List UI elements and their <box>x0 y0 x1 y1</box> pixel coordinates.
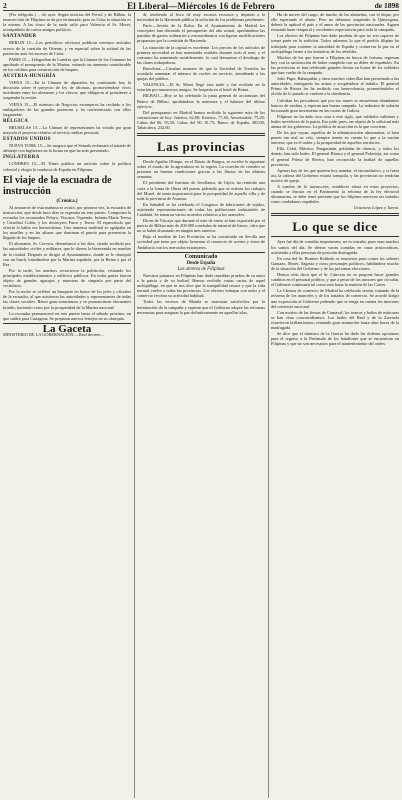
article-text: Con motivo de las fiestas de Carnaval, los teatros y bailes de máscaras se han visto concurridísimos. Los bailes del Real y de la Zarzuela estuvieron brillantísimos, reinando gran animación hasta altas horas de la madrugada. <box>271 309 399 330</box>
section-subtitle: Desde España <box>186 260 216 266</box>
article-text: VIENA 15.—El ministro de Negocios extranjeros ha recibido a los embajadores de las grandes potencias y ha conferenciado con ellos largamente. <box>3 101 131 117</box>
section-heading: AUSTRIA-HUNGRÍA <box>3 74 56 80</box>
article-text: Se dice que el ministro de la Guerra ha dado las órdenes oportunas para el regreso a la Península de los batallones que se encuentran en Filipinas y que no son necesarios para el mantenimiento del orden. <box>271 331 399 347</box>
article-text: Nuestros paisanos en Filipinas han dado repetidas pruebas de su amor a la patria y de su lealtad. Hemos recibido varias cartas de aquel archipiélago, en que se nos dice que la tranquilidad renace y que la vida normal vuelve a todas las provincias. Los obreros trabajan con ardor y el comercio recobra su actividad habitual. <box>137 272 265 299</box>
article-text: París.—Sesión de la Bolsa. En el Ayuntamiento de Madrid los concejales han discutido el presupuesto del año actual, aprobándose las partidas de gastos ordinarios y extraordinarios con ligeras modificaciones propuestas por la comisión de Hacienda. <box>137 23 265 44</box>
article-text: Por la noche se celebró un banquete en honor de los jefes y oficiales de la escuadra, al que asistieron las autoridades y representantes de todas las clases sociales. Reinó gran entusiasmo y se pronunciaron elocuentes brindis, haciendo votos por la prosperidad de la Marina nacional. <box>3 289 131 310</box>
article-text: Barcelona.—Circulan rumores de que la Sociedad de Tranvías ha acordado aumentar el número de coches en servicio, atendiendo a las quejas del público. <box>137 65 265 82</box>
article-text: Ayer fué día de comidas importantes; no es extraño, pues eran muchos los santos del día. Se dieron varias comidas en casas aristocráticas, asistiendo a ellas personas de posición distinguida. <box>271 239 399 255</box>
article-text: Calculan los pescadores que por sus mares se encuentran abundantes bancos de sardina, y esperan una buena campaña. La industria de salazón ha tomado gran incremento en las costas de Galicia. <box>271 97 399 113</box>
article-text: A cambio de la instrucción, establecer ahora en estos proyectos, cuando se discuta en el Parlamento la reforma de la ley electoral ultramarina, se debe tener presente que los filipinos merecen ser tratados como ciudadanos españoles. <box>271 184 399 205</box>
section-headline: Lo que se dice <box>292 219 378 235</box>
article-text: Muchos de los que fueron a Filipinas en busca de fortuna, regresan hoy con la satisfacción de haber cumplido con su deber de españoles. En las provincias se han celebrado grandes fiestas en honor de los soldados que han vuelto de la campaña. <box>271 54 399 76</box>
divider <box>271 236 399 237</box>
article-text: La Cámara de comercio de Madrid ha celebrado sesión, tratando de la reforma de los aranceles y de los tratados de comercio. Se acordó dirigir una exposición al Gobierno pidiendo que se tenga en cuenta los intereses del comercio nacional. <box>271 288 399 309</box>
article-text: di, tendiendo al fisco de muy escasos recursos y dejando a la necesidad de la Hacienda pública la solución de los problemas pendientes. <box>137 12 265 23</box>
page-number: 2 <box>3 1 7 10</box>
article-text: En Sabadell se ha celebrado el Congreso de fabricantes de tejidos, asistiendo representaciones de todas las poblaciones industriales de Cataluña. Se tomaron varios acuerdos relativos a los aranceles. <box>137 201 265 217</box>
article-text: Dicen de Vizcaya que durante el mes de enero se han exportado por el puerto de Bilbao más de 400.000 toneladas de mineral de hierro, cifra que no se había alcanzado en ningún mes anterior. <box>137 218 265 234</box>
article-text: Ha de mover del cargo, de mucho de las alamedas, con el dique, por ello esperando el abono. Pero no debemos suspender la Quincigona, deberá la aptitud el país y el amor de las provincias nacionales. Siguen reinando buen temporal y excelentes expectativas para toda la campaña. <box>271 12 399 33</box>
article-text: Todos los vecinos de Manila se muestran satisfechos por la terminación de la campaña y esperan que el Gobierno adopte las reformas necesarias para asegurar la paz definitivamente en aquellas islas. <box>137 299 265 315</box>
article-text: (Por telégrafo.) ... de ayer. Según noticias del Ferrol y de Bilbao, la insurrección de Filipinas se da por terminada; pero en Cuba la situación es la misma. A las cinco de la tarde salió para Valencia el Sr. Moret, acompañado de varios amigos políticos. <box>3 12 131 33</box>
article-text: LONDRES 15.—El Times publica un artículo sobre la política colonial y elogia la conducta de España en Filipinas. <box>3 161 131 172</box>
article-text: VALENCIA.—El Sr. Moret llegó esta tarde y fue recibido en la estación por numerosos amigos. Se hospeda en el hotel de Roma. <box>137 82 265 93</box>
article-text: Apenas hay de los que quieren hoy mandar, el encomiástico, y si fuera así, la cabeza del Gobierno estaría tranquila, y las provincias no tendrían motivo de queja. <box>271 167 399 183</box>
columns <box>3 12 399 798</box>
article-text: Por la tarde, los marinos recorrieron la población, visitando los principales establecimientos y edificios públicos. En todas partes fueron objeto de grandes agasajos y muestras de simpatía por parte del vecindario. <box>3 267 131 289</box>
article-subtitle: (Crónica.) <box>56 198 78 204</box>
article-text: Hemos oído decir que el Sr. Cánovas no se propone hacer grandes cambios en el personal político, y que a pesar de los rumores que circulan, el Gabinete continuará tal como está hasta la reunión de las Cortes. <box>271 272 399 288</box>
article-text: BERLIN 15.—Los periódicos oficiosos publican extensos artículos acerca de la cuestión de Oriente, y en especial sobre la actitud de las potencias ante los sucesos de Creta. <box>3 40 131 56</box>
article-text: La escuadra permanecerá en este puerto hasta el sábado próximo, en que saldrá para Cartagena. Se preparan nuevos festejos en su obsequio. <box>3 310 131 321</box>
article-text: Ella, Cebú, Mórrico, Pangasinán, pobladas de obreros, y todos los demás, han sido leales. El general Blanco y el general Polavieja, así como el general Primo de Rivera, han reconocido la lealtad de aquellas provincias. <box>271 146 399 167</box>
divider <box>137 252 265 253</box>
divider <box>137 156 265 157</box>
article-text: De los que vayan, aquellos de la administración ultramarina, si bien ponen tan mal su celo, siempre tienen en cuenta lo que a la nación interesa, que es el orden y la prosperidad de aquellos territorios. <box>271 130 399 146</box>
section-heading: SANTANDER <box>3 34 37 40</box>
newspaper-title: El Liberal—Miércoles 16 de Febrero <box>127 0 275 11</box>
column-2 <box>134 12 265 798</box>
author-signature: Graciano López y Jaena. <box>353 205 399 211</box>
article-text: Julio Pupó, Babaquilán y otros muchos cabecillas han presentado a las autoridades, entregando las armas y acogiéndose al indulto. El general Primo de Rivera les ha recibido con benevolencia, prometiéndoles el olvido de lo pasado si vuelven a la obediencia. <box>271 76 399 97</box>
article-text: NUEVA YORK 15.—Se asegura que el Senado rechazará el tratado de arbitraje con Inglaterra en la forma en que ha sido presentado. <box>3 143 131 154</box>
section-heading: BÉLGICA <box>3 118 29 124</box>
article-text: Filipinas no ha dado otra cosa á este siglo, que soldados valientes y leales servidores de la patria. Eso pide, pues, ser objeto de la solicitud más atenta de los gobiernos. La política de atracción es la que conviene. <box>271 113 399 129</box>
article-text: La situación de la capital es excelente. Los precios de los artículos de primera necesidad se han mantenido estables durante todo el mes, y el consumo ha aumentado notablemente, lo cual demuestra el desahogo de las clases trabajadoras. <box>137 44 265 65</box>
article-text: VIENA 15.—En la Cámara de diputados ha continuado hoy la discusión sobre el proyecto de ley de idiomas, promoviéndose vivos incidentes entre los alemanes y los checos, que obligaron al presidente a suspender la sesión. <box>3 80 131 101</box>
article-text: En casa del Sr. Romero Robledo se reunieron para comer los señores Gamazo, Moret, Sagasta y otros personajes políticos, hablándose mucho de la situación del Gobierno y de las próximas elecciones. <box>271 255 399 271</box>
article-text: BRUSELAS 15.—La Cámara de representantes ha votado por gran mayoría el proyecto relativo al servicio militar personal. <box>3 124 131 135</box>
article-text: Al amanecer de esta mañana se avistó, por primera vez, la escuadra de instrucción, que desde hace días se esperaba en este puerto. Componen la escuadra los acorazados Pelayo, Vizcaya, Oquendo, Infanta María Teresa y Cristóbal Colón, y los destroyers Furor y Terror. El espectáculo que ofrecía la bahía era hermosísimo. Una inmensa multitud se agolpaba en los muelles y en las alturas que dominan el puerto para presenciar la llegada de los buques. <box>3 204 131 241</box>
article-text: Del presupuesto en Madrid hemos recibido la siguiente nota de las cotizaciones de hoy: Interior, 62,80; Exterior, 77,40; Amortizable, 75,20; Cubas del 86, 93,50; Cubas del 90, 81,75; Banco de España, 385,00; Tabacalera, 232,00. <box>137 109 265 130</box>
article-text: Desde Aguilar Olimpo, en el Diario de Burgos, se escribe lo siguiente sobre el estado de la agricultura en la región. La cosecha de cereales se presenta en buenas condiciones gracias a las lluvias de las últimas semanas. <box>137 159 265 180</box>
divider <box>271 213 399 216</box>
masthead <box>3 1 399 11</box>
masthead-year: de 1898 <box>374 1 399 10</box>
section-headline: Comunicado <box>184 253 218 260</box>
article-text: Bajo el nombre de Las Provincias se ha constituido en Sevilla una sociedad que tiene por objeto fomentar el comercio de aceites y vinos de Andalucía con los mercados extranjeros. <box>137 234 265 250</box>
section-headline: Las provincias <box>156 139 246 155</box>
section-headline: La Gaceta <box>42 322 92 335</box>
section-heading: INGLATERRA <box>3 155 40 161</box>
article-text: PARIS 15.—Telegrafían de Londres que la Cámara de los Comunes ha aprobado el presupuesto de la Marina, votando un aumento considerable en los créditos para construcción de buques. <box>3 56 131 72</box>
article-text: BILBAO.—Hoy se ha celebrado la junta general de accionistas del Banco de Bilbao, aprobándose la memoria y el balance del último ejercicio. <box>137 93 265 109</box>
article-text: El almirante, Sr. Cervera, desembarcó a las diez, siendo recibido por las autoridades civiles y militares, que le dieron la bienvenida en nombre de la ciudad. Después se dirigió al Ayuntamiento, donde se le obsequió con un lunch, brindándose por la Marina española, por la Reina y por el Rey. <box>3 241 131 267</box>
column-3 <box>268 12 399 798</box>
section-subtitle: MINISTERIO DE LA GOBERNACIÓN.—Real decreto... <box>3 331 104 337</box>
article-subtitle: Los obreros de Filipinas <box>177 266 225 272</box>
article-text: Los obreros de Filipinas han dado pruebas de que no son capaces de tomar parte en la sedición. Todos sabemos lo que el pueblo filipino ha trabajado para sostener la autoridad de España y conservar la paz en el archipiélago frente a las tentativas de los rebeldes. <box>271 33 399 54</box>
divider <box>137 133 265 136</box>
column-1 <box>3 12 131 798</box>
article-headline: El viaje de la escuadra de instrucción <box>3 174 112 197</box>
section-heading: ESTADOS UNIDOS <box>3 137 51 143</box>
article-text: El presidente del Instituto de Jovellanos, de Gijón, ha remitido una carta a la Junta de Obras del puerto pidiendo que se activen los trabajos del Musel, de tanta importancia para la prosperidad de aquella villa y de toda la provincia de Asturias. <box>137 180 265 201</box>
